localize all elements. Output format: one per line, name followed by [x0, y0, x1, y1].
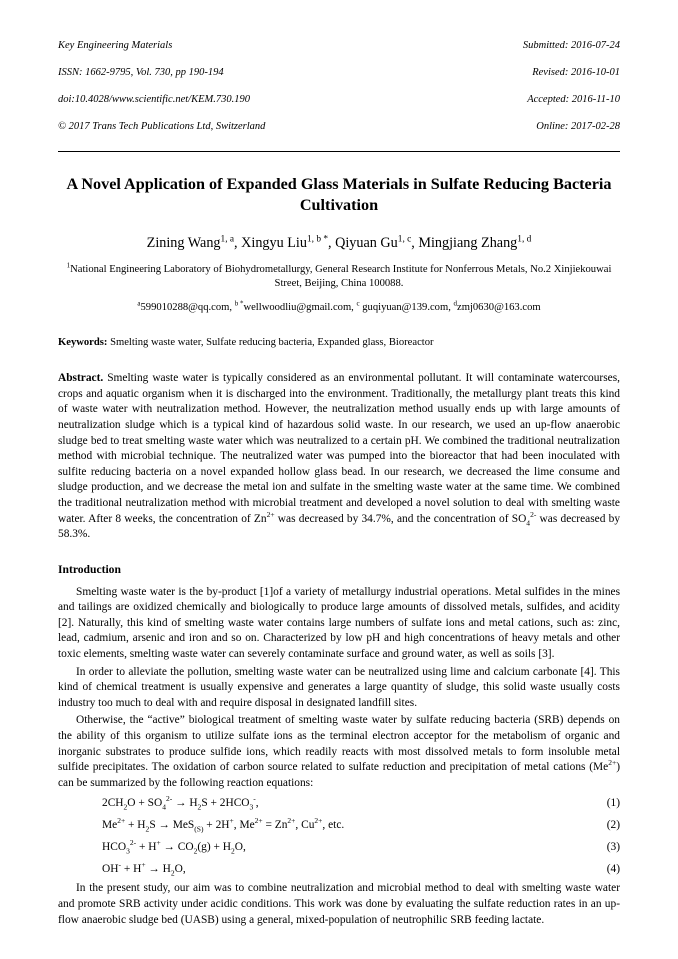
equation-row-3: [58, 838, 620, 857]
header-divider: [58, 151, 620, 152]
abstract-so4-superscript: 2-: [530, 509, 537, 519]
eq3-charge-h: +: [156, 838, 161, 848]
author-separator: ,: [234, 234, 242, 251]
eq1-sub-4: 4: [162, 802, 166, 812]
email-address: 599010288@qq.com,: [140, 301, 235, 313]
eq1-charge: 2-: [165, 794, 173, 804]
abstract-so4-subscript: 4: [526, 517, 531, 527]
keywords-value: Smelting waste water, Sulfate reducing bacteria, Expanded glass, Bioreactor: [107, 337, 434, 349]
section-heading-introduction: Introduction: [58, 562, 121, 576]
equation-4-number: (4): [606, 863, 620, 876]
eq1-sub-2: 2: [123, 802, 128, 812]
eq2-charge-cu: 2+: [314, 816, 323, 826]
eq1-sub-h2s: 2: [197, 802, 202, 812]
eq1-charge-2: -: [253, 794, 256, 804]
email-address: wellwoodliu@gmail.com,: [243, 301, 357, 313]
eq3-sub-3: 3: [126, 846, 130, 856]
author-separator: ,: [411, 234, 419, 251]
eq2-charge-zn: 2+: [287, 816, 296, 826]
intro-paragraph-2: In order to alleviate the pollution, smelting waste water can be neutralized using lime and calcium carbonate [4]. This kind of chemical treatment is usually expensive and generates a large quantity of sludge, this solid waste usually costs industry too much to deal with and require disposal in designated landfill sites.: [58, 665, 620, 709]
email-address: zmj0630@163.com: [457, 301, 541, 313]
affiliation-marker: 1: [66, 261, 71, 270]
equation-2-number: (2): [606, 819, 620, 832]
header-right: [523, 26, 620, 147]
intro-paragraph-4: In the present study, our aim was to combine neutralization and microbial method to deal with smelting waste water and promote SRB activity under acidic conditions. This work was done by evaluating the sulfate reduction rates in an up-flow anaerobic sludge bed (UASB) using a general, mixed-population of neutrophilic SRB feeding lactate.: [58, 882, 620, 926]
page-title: A Novel Application of Expanded Glass Materials in Sulfate Reducing Bacteria Cultivation: [66, 174, 612, 214]
eq2-sub-h2s: 2: [145, 824, 150, 834]
author-list: [58, 233, 620, 253]
keywords-label: Keywords:: [58, 337, 108, 349]
eq3-charge: 2-: [129, 838, 137, 848]
eq2-sub-s: (S): [194, 824, 204, 834]
eq2-charge-h: +: [229, 816, 234, 826]
page-header: [58, 26, 620, 147]
keywords: [58, 336, 620, 350]
affiliation: [58, 263, 620, 292]
intro-paragraph-1: Smelting waste water is the by-product [1]of a variety of metallurgy industrial operations. Metal sulfides in the mines and tailings are oxidized chemically and biologically to produce large amounts of dissolved metals, sulfides, and acidity [2]. Naturally, this kind of smelting waste water contains large numbers of sulfate ions and metal cations, such as: zinc, lead, cadmium, arsenic and iron and so on. Characterized by low pH and high concentrations of heavy metals and other toxic elements, smelting waste water can severely contaminate surface and ground water, as well as soils [3].: [58, 585, 620, 661]
header-left: [58, 26, 265, 147]
journal-name: Key Engineering Materials: [58, 40, 173, 52]
eq2-charge: 2+: [117, 816, 126, 826]
me-superscript: 2+: [608, 758, 617, 768]
copyright-line: © 2017 Trans Tech Publications Ltd, Switzerland: [58, 120, 266, 132]
equation-1-number: (1): [606, 797, 620, 810]
email-marker: d: [453, 299, 457, 308]
author-name: Mingjiang Zhang: [418, 234, 518, 251]
equation-row-1: [58, 794, 620, 813]
eq4-charge-oh: -: [118, 860, 121, 870]
author-affil-marker: 1, a: [220, 233, 235, 244]
intro-paragraph-3: [58, 713, 620, 791]
author-separator: ,: [328, 234, 336, 251]
equation-row-4: [58, 860, 620, 879]
accepted-date: Accepted: 2016-11-10: [527, 94, 620, 106]
online-date: Online: 2017-02-28: [536, 120, 620, 132]
equation-3-body: $HCO_3^{2-} + H^+ \to CO_2(g) + H_2O$,: [102, 838, 246, 856]
abstract-text-3: was decreased by 58.3%.: [58, 512, 621, 541]
abstract-text: Smelting waste water is typically considered as an environmental pollutant. It will contaminate watercourses, crops and aquatic organism when it is discharged into the environment. Traditionally, the metallurgy plant treats this kind of waste water with neutralization method. However, the neutralization method usually ends up with large amounts of neutralization sludge which is a typical kind of hazardous solid waste. In our research, we used an up-flow anaerobic sludge bed to treat smelting waste water which was neutralized to a certain pH. We combined the traditional neutralization method with microbial technique. The neutralized water was pumped into the bioreactor that had been inoculated with sulfite reducing bacteria on a novel expanded hollow glass bead. In our research, we decreased the lime consume and sludge production, and we decrease the metal ion and sulfate in the smelting waste water at the same time. We combined the traditional neutralization method with microbial treatment and developed a novel solution to deal with smelting waste water. After 8 weeks, the concentration of Zn: [58, 372, 620, 525]
email-marker: a: [137, 299, 141, 308]
submitted-date: Submitted: 2016-07-24: [522, 40, 620, 52]
author-name: Zining Wang: [146, 234, 221, 251]
email-marker: c: [356, 299, 360, 308]
equation-4-body: $OH^- + H^+ \to H_2O$,: [102, 860, 186, 878]
abstract: [58, 371, 620, 543]
author-name: Qiyuan Gu: [335, 234, 398, 251]
author-emails: [58, 301, 620, 316]
abstract-zn-superscript: 2+: [266, 509, 275, 519]
author-name: Xingyu Liu: [241, 234, 307, 251]
intro-paragraph-3-b: ) can be summarized by the following reaction equations:: [58, 761, 620, 789]
author-affil-marker: 1, c: [397, 233, 412, 244]
doi-line: doi:10.4028/www.scientific.net/KEM.730.190: [58, 94, 250, 106]
eq4-charge-h: +: [141, 860, 146, 870]
email-address: guqiyuan@139.com,: [359, 301, 454, 313]
equation-row-2: [58, 816, 620, 835]
equation-2-body: $Me^{2+} + H_2S \to MeS_{(S)} + 2H^+$, $Me^{2+} = Zn^{2+}$, $Cu^{2+}$, etc.: [102, 816, 345, 834]
affiliation-text: National Engineering Laboratory of Biohydrometallurgy, General Research Institute for Nonferrous Metals, No.2 Xinjiekouwai Street, Beijing, China 100088.: [70, 263, 612, 290]
eq4-sub-h2o: 2: [170, 868, 175, 878]
eq3-sub-h2o: 2: [231, 846, 235, 856]
revised-date: Revised: 2016-10-01: [532, 67, 620, 79]
intro-paragraph-3-a: Otherwise, the “active” biological treatment of smelting waste water by sulfate reducing bacteria (SRB) depends on the ability of this organism to utilize sulfate ions as the terminal electron acceptor for the metabolism of organic and inorganic substrates to produce sulfide ions, which readily reacts with most dissolved metals to form insoluble metal sulfide precipitates. The oxidation of carbon source related to sulfate reduction and precipitation of metal cations (Me: [58, 714, 620, 774]
eq3-sub-co2: 2: [193, 846, 198, 856]
author-affil-marker: 1, b *: [306, 233, 329, 244]
equation-3-number: (3): [606, 841, 620, 854]
abstract-text-2: was decreased by 34.7%, and the concentration of SO: [274, 512, 527, 525]
author-affil-marker: 1, d: [517, 233, 532, 244]
eq2-charge-me: 2+: [254, 816, 263, 826]
issn-line: ISSN: 1662-9795, Vol. 730, pp 190-194: [58, 67, 224, 79]
abstract-label: Abstract.: [58, 372, 104, 385]
equation-1-body: $2CH_2O + SO_4^{2-} \to H_2S + 2HCO_3^-$,: [102, 794, 259, 812]
email-marker: b *: [234, 299, 244, 308]
eq1-sub-hco3: 3: [249, 802, 254, 812]
